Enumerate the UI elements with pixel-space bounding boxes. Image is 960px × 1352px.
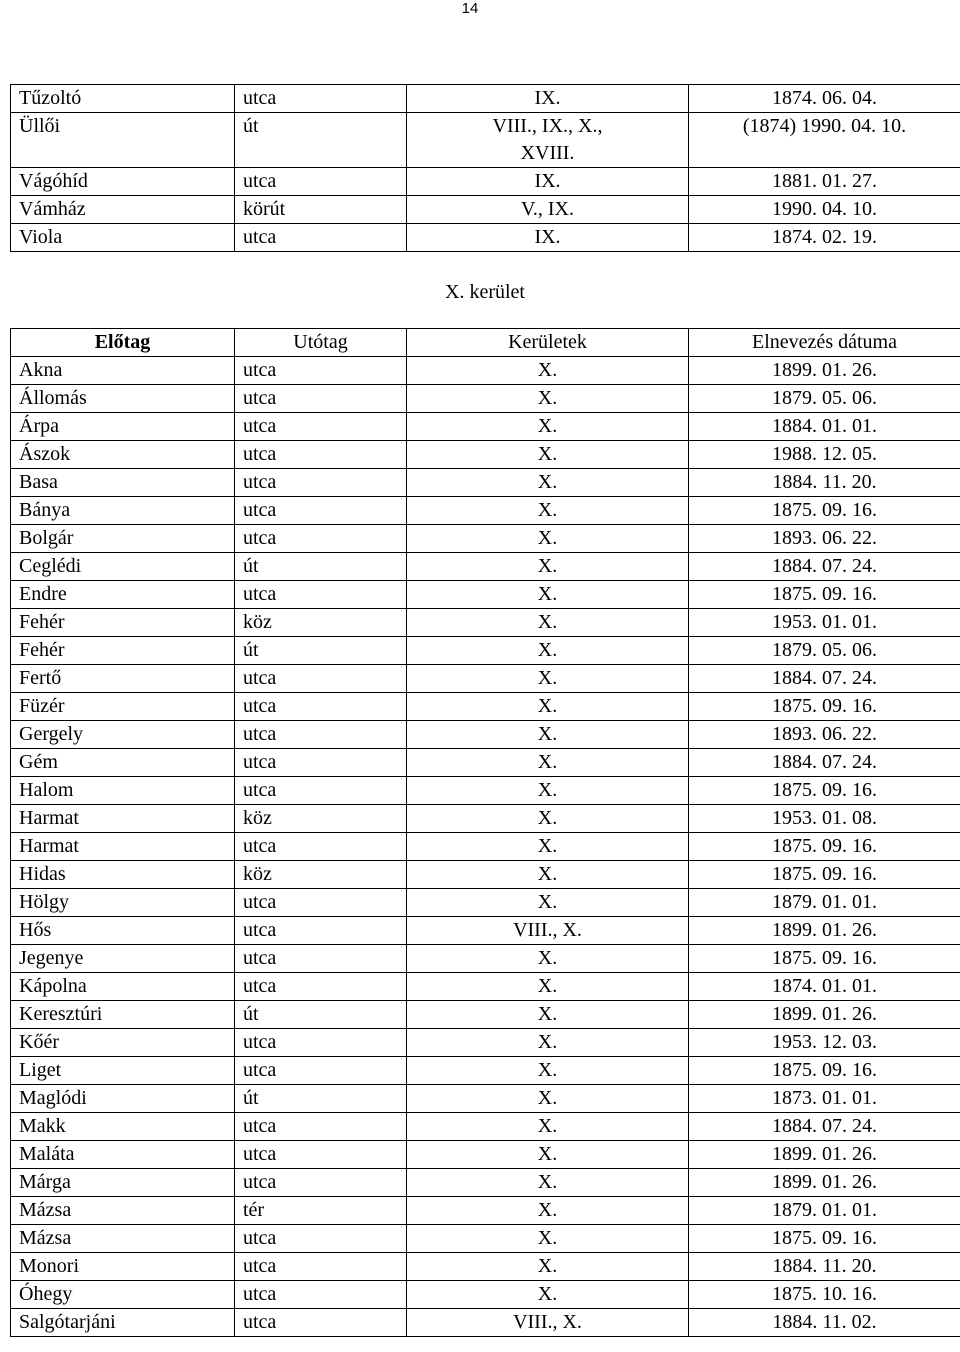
cell-date: 1988. 12. 05. xyxy=(689,441,960,469)
cell-suffix: tér xyxy=(235,1197,407,1225)
cell-date: 1874. 02. 19. xyxy=(689,224,960,252)
cell-districts: X. xyxy=(407,805,689,833)
table-row xyxy=(11,861,960,889)
table-row xyxy=(11,525,960,553)
cell-suffix: utca xyxy=(235,889,407,917)
cell-date: 1874. 06. 04. xyxy=(689,85,960,113)
cell-date: 1879. 05. 06. xyxy=(689,637,960,665)
cell-districts xyxy=(407,196,689,224)
cell-prefix: Gergely xyxy=(11,721,235,749)
cell-prefix: Salgótarjáni xyxy=(11,1309,235,1337)
cell-date: 1875. 10. 16. xyxy=(689,1281,960,1309)
cell-date: 1953. 12. 03. xyxy=(689,1029,960,1057)
district-line: XVIII. xyxy=(520,142,575,164)
cell-date: 1884. 07. 24. xyxy=(689,553,960,581)
cell-districts: X. xyxy=(407,889,689,917)
cell-districts: X. xyxy=(407,1085,689,1113)
table-row xyxy=(11,833,960,861)
cell-prefix: Mázsa xyxy=(11,1197,235,1225)
table-row xyxy=(11,1141,960,1169)
cell-prefix: Fertő xyxy=(11,665,235,693)
cell-prefix: Kápolna xyxy=(11,973,235,1001)
cell-date: 1899. 01. 26. xyxy=(689,1141,960,1169)
cell-date: (1874) 1990. 04. 10. xyxy=(689,113,960,168)
cell-districts: X. xyxy=(407,1001,689,1029)
cell-prefix: Liget xyxy=(11,1057,235,1085)
cell-prefix: Kőér xyxy=(11,1029,235,1057)
cell-districts: X. xyxy=(407,609,689,637)
table-header-row xyxy=(11,329,960,357)
cell-date: 1953. 01. 08. xyxy=(689,805,960,833)
cell-districts xyxy=(407,224,689,252)
district-line: VIII., IX., X., xyxy=(492,115,603,137)
cell-date: 1875. 09. 16. xyxy=(689,693,960,721)
cell-districts: X. xyxy=(407,777,689,805)
cell-prefix: Óhegy xyxy=(11,1281,235,1309)
table-row xyxy=(11,553,960,581)
cell-suffix: út xyxy=(235,1001,407,1029)
cell-prefix: Bolgár xyxy=(11,525,235,553)
cell-districts: X. xyxy=(407,693,689,721)
cell-prefix: Halom xyxy=(11,777,235,805)
cell-prefix: Monori xyxy=(11,1253,235,1281)
cell-suffix: utca xyxy=(235,497,407,525)
cell-prefix: Vágóhíd xyxy=(11,168,235,196)
cell-districts: X. xyxy=(407,469,689,497)
cell-districts: X. xyxy=(407,1141,689,1169)
cell-districts: X. xyxy=(407,441,689,469)
cell-districts: VIII., X. xyxy=(407,917,689,945)
cell-districts: X. xyxy=(407,1197,689,1225)
table-row xyxy=(11,609,960,637)
header-suffix: Utótag xyxy=(235,329,407,357)
table-row xyxy=(11,441,960,469)
cell-date: 1875. 09. 16. xyxy=(689,581,960,609)
cell-suffix: utca xyxy=(235,945,407,973)
cell-districts: X. xyxy=(407,1029,689,1057)
cell-suffix: utca xyxy=(235,1029,407,1057)
cell-prefix: Hidas xyxy=(11,861,235,889)
cell-districts: X. xyxy=(407,1113,689,1141)
table-row xyxy=(11,113,960,168)
cell-prefix: Akna xyxy=(11,357,235,385)
cell-suffix: utca xyxy=(235,385,407,413)
cell-districts: X. xyxy=(407,749,689,777)
cell-prefix: Harmat xyxy=(11,833,235,861)
cell-date: 1875. 09. 16. xyxy=(689,861,960,889)
cell-date: 1875. 09. 16. xyxy=(689,1057,960,1085)
table-row xyxy=(11,1309,960,1337)
cell-suffix: utca xyxy=(235,833,407,861)
table-row xyxy=(11,224,960,252)
cell-suffix: utca xyxy=(235,413,407,441)
district-line: IX. xyxy=(534,170,561,192)
cell-prefix: Viola xyxy=(11,224,235,252)
cell-suffix: körút xyxy=(235,196,407,224)
cell-suffix: út xyxy=(235,553,407,581)
table-row xyxy=(11,168,960,196)
cell-prefix: Állomás xyxy=(11,385,235,413)
table-row xyxy=(11,1001,960,1029)
table-row xyxy=(11,85,960,113)
page-number: 14 xyxy=(461,0,479,17)
cell-date: 1875. 09. 16. xyxy=(689,497,960,525)
cell-districts xyxy=(407,85,689,113)
cell-prefix: Jegenye xyxy=(11,945,235,973)
table-row xyxy=(11,637,960,665)
cell-suffix: utca xyxy=(235,917,407,945)
cell-date: 1884. 11. 20. xyxy=(689,469,960,497)
table-row xyxy=(11,973,960,1001)
cell-suffix: utca xyxy=(235,441,407,469)
header-districts: Kerületek xyxy=(407,329,689,357)
cell-suffix: utca xyxy=(235,469,407,497)
cell-suffix: utca xyxy=(235,224,407,252)
cell-prefix: Maglódi xyxy=(11,1085,235,1113)
cell-prefix: Keresztúri xyxy=(11,1001,235,1029)
cell-date: 1884. 07. 24. xyxy=(689,665,960,693)
cell-suffix: utca xyxy=(235,1281,407,1309)
cell-prefix: Fehér xyxy=(11,637,235,665)
cell-date: 1899. 01. 26. xyxy=(689,357,960,385)
cell-date: 1884. 01. 01. xyxy=(689,413,960,441)
table-row xyxy=(11,889,960,917)
cell-prefix: Ászok xyxy=(11,441,235,469)
table-row xyxy=(11,497,960,525)
cell-date: 1884. 07. 24. xyxy=(689,1113,960,1141)
table-row xyxy=(11,357,960,385)
cell-prefix: Árpa xyxy=(11,413,235,441)
cell-suffix: utca xyxy=(235,85,407,113)
cell-date: 1879. 05. 06. xyxy=(689,385,960,413)
table-row xyxy=(11,721,960,749)
cell-prefix: Gém xyxy=(11,749,235,777)
cell-suffix: utca xyxy=(235,777,407,805)
cell-districts: X. xyxy=(407,637,689,665)
cell-date: 1899. 01. 26. xyxy=(689,1169,960,1197)
cell-districts: X. xyxy=(407,581,689,609)
cell-districts: X. xyxy=(407,1225,689,1253)
cell-districts: X. xyxy=(407,1281,689,1309)
cell-suffix: utca xyxy=(235,1253,407,1281)
cell-suffix: utca xyxy=(235,168,407,196)
cell-suffix: utca xyxy=(235,525,407,553)
cell-suffix: utca xyxy=(235,1169,407,1197)
table-row xyxy=(11,805,960,833)
header-date: Elnevezés dátuma xyxy=(689,329,960,357)
cell-date: 1881. 01. 27. xyxy=(689,168,960,196)
cell-date: 1875. 09. 16. xyxy=(689,1225,960,1253)
cell-prefix: Hős xyxy=(11,917,235,945)
cell-prefix: Ceglédi xyxy=(11,553,235,581)
cell-districts: X. xyxy=(407,1169,689,1197)
cell-date: 1875. 09. 16. xyxy=(689,945,960,973)
cell-suffix: utca xyxy=(235,973,407,1001)
table-row xyxy=(11,413,960,441)
street-table-district-x xyxy=(10,328,960,1337)
cell-suffix: út xyxy=(235,113,407,168)
cell-date: 1899. 01. 26. xyxy=(689,1001,960,1029)
table-row xyxy=(11,581,960,609)
cell-date: 1873. 01. 01. xyxy=(689,1085,960,1113)
table-row xyxy=(11,196,960,224)
cell-date: 1874. 01. 01. xyxy=(689,973,960,1001)
cell-date: 1875. 09. 16. xyxy=(689,833,960,861)
cell-suffix: köz xyxy=(235,861,407,889)
cell-suffix: utca xyxy=(235,721,407,749)
table-row xyxy=(11,945,960,973)
cell-districts: X. xyxy=(407,497,689,525)
cell-districts: X. xyxy=(407,861,689,889)
cell-districts: X. xyxy=(407,1253,689,1281)
cell-districts: X. xyxy=(407,945,689,973)
cell-districts: X. xyxy=(407,833,689,861)
cell-date: 1893. 06. 22. xyxy=(689,721,960,749)
table-row xyxy=(11,1197,960,1225)
cell-prefix: Maláta xyxy=(11,1141,235,1169)
cell-suffix: út xyxy=(235,1085,407,1113)
cell-suffix: utca xyxy=(235,357,407,385)
cell-districts: VIII., X. xyxy=(407,1309,689,1337)
table-row xyxy=(11,693,960,721)
table-row xyxy=(11,1225,960,1253)
cell-prefix: Fehér xyxy=(11,609,235,637)
cell-suffix: utca xyxy=(235,581,407,609)
cell-districts: X. xyxy=(407,385,689,413)
cell-prefix: Tűzoltó xyxy=(11,85,235,113)
cell-date: 1899. 01. 26. xyxy=(689,917,960,945)
table-row xyxy=(11,385,960,413)
district-line: V., IX. xyxy=(521,198,574,220)
table-row xyxy=(11,1029,960,1057)
cell-suffix: utca xyxy=(235,1113,407,1141)
cell-districts: X. xyxy=(407,357,689,385)
cell-date: 1879. 01. 01. xyxy=(689,889,960,917)
cell-districts: X. xyxy=(407,665,689,693)
cell-districts: X. xyxy=(407,553,689,581)
cell-prefix: Makk xyxy=(11,1113,235,1141)
section-heading: X. kerület xyxy=(445,281,525,303)
cell-date: 1884. 11. 02. xyxy=(689,1309,960,1337)
table-row xyxy=(11,1113,960,1141)
cell-suffix: út xyxy=(235,637,407,665)
table-row xyxy=(11,1085,960,1113)
table-row xyxy=(11,749,960,777)
cell-prefix: Bánya xyxy=(11,497,235,525)
cell-prefix: Endre xyxy=(11,581,235,609)
cell-districts xyxy=(407,113,689,168)
cell-districts: X. xyxy=(407,525,689,553)
cell-prefix: Vámház xyxy=(11,196,235,224)
cell-districts xyxy=(407,168,689,196)
cell-suffix: köz xyxy=(235,609,407,637)
district-line: IX. xyxy=(534,226,561,248)
cell-date: 1884. 11. 20. xyxy=(689,1253,960,1281)
cell-suffix: utca xyxy=(235,693,407,721)
cell-date: 1875. 09. 16. xyxy=(689,777,960,805)
cell-suffix: utca xyxy=(235,1057,407,1085)
cell-districts: X. xyxy=(407,1057,689,1085)
cell-districts: X. xyxy=(407,413,689,441)
cell-prefix: Hölgy xyxy=(11,889,235,917)
cell-suffix: utca xyxy=(235,749,407,777)
district-line: IX. xyxy=(534,87,561,109)
cell-date: 1893. 06. 22. xyxy=(689,525,960,553)
table-row xyxy=(11,1057,960,1085)
cell-prefix: Üllői xyxy=(11,113,235,168)
table-row xyxy=(11,777,960,805)
cell-date: 1990. 04. 10. xyxy=(689,196,960,224)
cell-suffix: utca xyxy=(235,665,407,693)
cell-date: 1884. 07. 24. xyxy=(689,749,960,777)
cell-districts: X. xyxy=(407,973,689,1001)
table-row xyxy=(11,1281,960,1309)
cell-date: 1953. 01. 01. xyxy=(689,609,960,637)
cell-prefix: Márga xyxy=(11,1169,235,1197)
cell-prefix: Mázsa xyxy=(11,1225,235,1253)
cell-prefix: Füzér xyxy=(11,693,235,721)
cell-suffix: utca xyxy=(235,1225,407,1253)
cell-prefix: Harmat xyxy=(11,805,235,833)
table-row xyxy=(11,917,960,945)
cell-districts: X. xyxy=(407,721,689,749)
cell-suffix: utca xyxy=(235,1141,407,1169)
cell-prefix: Basa xyxy=(11,469,235,497)
table-row xyxy=(11,469,960,497)
street-table-continued xyxy=(10,84,960,252)
table-row xyxy=(11,665,960,693)
table-row xyxy=(11,1169,960,1197)
header-prefix: Előtag xyxy=(11,329,235,357)
cell-date: 1879. 01. 01. xyxy=(689,1197,960,1225)
cell-suffix: utca xyxy=(235,1309,407,1337)
table-row xyxy=(11,1253,960,1281)
cell-suffix: köz xyxy=(235,805,407,833)
